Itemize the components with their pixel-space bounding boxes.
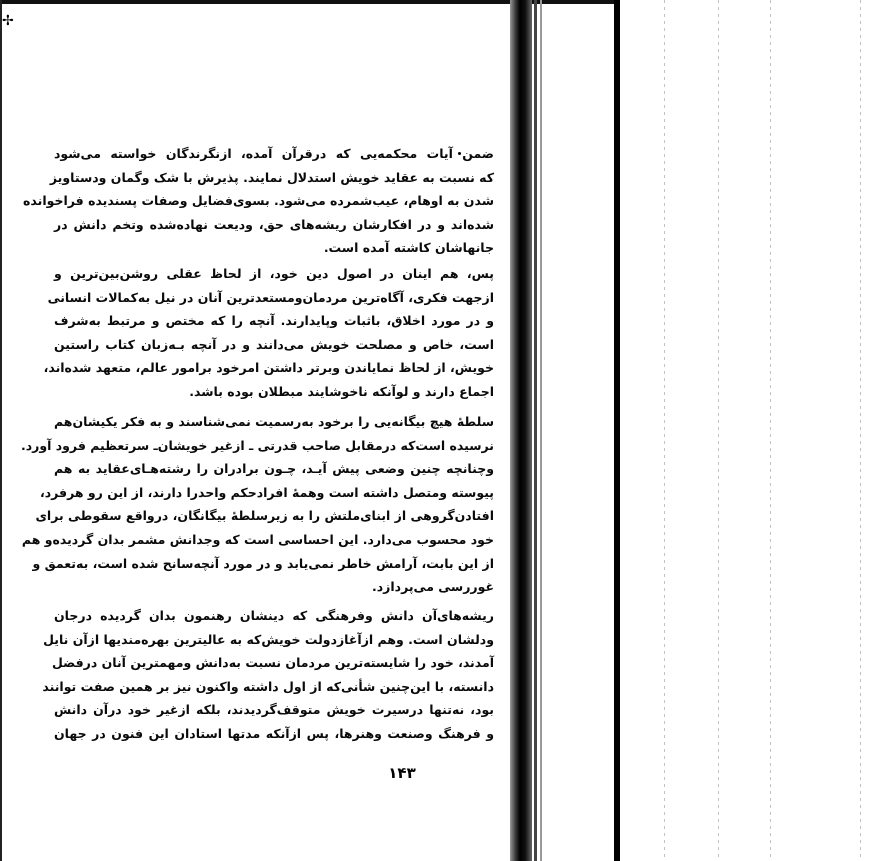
- scan-noise-column: [718, 0, 719, 861]
- scan-noise-column: [664, 0, 665, 861]
- text-line: پیوسته ومتصل داشته است وهمهٔ افرادحکم واحدرا دارند، از این رو هرفرد،: [39, 484, 494, 500]
- text-line: از این بابت، آرامش خاطر نمی‌یابد و در مورد آنچه‌سانح شده است، به‌تعمق و: [32, 555, 494, 571]
- text-line: ضمن آیات محکمه‌یی که درقرآن آمده، ازنگرندگان خواسته می‌شود: [54, 146, 494, 161]
- scan-noise-column: [770, 0, 771, 861]
- text-line: شده‌اند و در افکارشان ریشه‌های حق، ودیعت نهاده‌شده وتخم دانش در: [54, 216, 494, 232]
- page-right-border: [614, 0, 620, 861]
- text-line: بود، نه‌تنها درسیرت خویش متوقف‌گردیدند، بلکه ازغیر خود درآن دانش: [54, 702, 494, 718]
- text-line: خود محسوب می‌دارد. این احساسی است که وجدانش مشمر بدان گردیده‌و هم: [21, 531, 494, 547]
- text-line: دانسته، با این‌چنین شأنی‌که از اول داشته واکنون نیز بر همین صفت توانند: [42, 678, 494, 694]
- text-line: ریشه‌های‌آن دانش وفرهنگی که دینشان رهنمون بدان گردیده درجان: [54, 608, 494, 623]
- corner-ornament-icon: ✢: [2, 13, 14, 29]
- text-line: افتادن‌گروهی از ابنای‌ملتش را به زیرسلطهٔ بیگانگان، درواقع سقوطی برای: [35, 508, 494, 524]
- text-line: آمدند، خود را شایسته‌ترین مردمان نسبت به‌دانش ومهمترین آنان درفضل: [52, 655, 494, 671]
- text-line: غوررسی می‌پردازد.: [372, 579, 494, 595]
- text-line: که نسبت به عقاید خویش استدلال نمایند. پذیرش با شک وگمان ودستاویز: [49, 169, 494, 185]
- text-line: ازجهت فکری، آگاه‌ترین مردمان‌ومستعدترین آنان در نیل به‌کمالات انسانی: [47, 289, 494, 305]
- text-line: وچنانچه چنین وضعی پیش آیـد، چـون برادران را رشته‌هـای‌عقاید به هم: [54, 461, 494, 477]
- page-left-edge: [0, 0, 2, 861]
- paragraph: [43, 262, 494, 404]
- text-line: پس، هم اینان در اصول دین خود، از لحاظ عقلی روشن‌بین‌ترین و: [54, 266, 494, 281]
- text-line: و فرهنگ وصنعت وهنرها، پس ازآنکه مدتها استادان این فنون در جهان: [54, 725, 494, 741]
- gutter-line: [534, 0, 537, 861]
- page-number: ۱۴۳: [388, 764, 416, 782]
- paragraph: [23, 142, 494, 260]
- text-line: است، خاص و مصلحت خویش می‌دانند و در آنچه بـه‌زبان کتاب راستین: [54, 336, 494, 352]
- paragraph: [20, 410, 494, 599]
- text-line: شدن به اوهام، عیب‌شمرده می‌شود. بسوی‌فضایل وصفات پسندیده فراخوانده: [23, 193, 494, 209]
- text-line: اجماع دارند و لوآنکه ناخوشایند مبطلان بوده باشد.: [189, 383, 494, 399]
- text-line: خویش، از لحاظ نمایاندن وبرتر داشتن امرخود برامور عالم، متعهد شده‌اند،: [43, 360, 494, 376]
- text-line: و در مورد اخلاق، باثبات وپایدارند. آنچه را که مختص و مرتبط به‌شرف: [54, 313, 494, 329]
- paragraph: [42, 604, 494, 746]
- gutter-line: [540, 0, 542, 861]
- book-gutter: [500, 0, 620, 861]
- scan-noise-column: [860, 0, 861, 861]
- text-line: نرسیده است‌که درمقابل صاحب قدرتی ـ ازغیر خویشان‌ـ سرتعظیم فرود آورد.: [20, 437, 494, 453]
- gutter-shadow: [510, 0, 532, 861]
- text-line: جانهاشان کاشته آمده است.: [323, 240, 494, 256]
- text-line: ودلشان است. وهم ازآغازدولت خویش‌که به عالیترین بهره‌مندیها ازآن نایل: [43, 631, 494, 647]
- text-line: سلطهٔ هیچ بیگانه‌یی را برخود به‌رسمیت نمی‌شناسند و به فکر یکیشان‌هم: [54, 414, 494, 429]
